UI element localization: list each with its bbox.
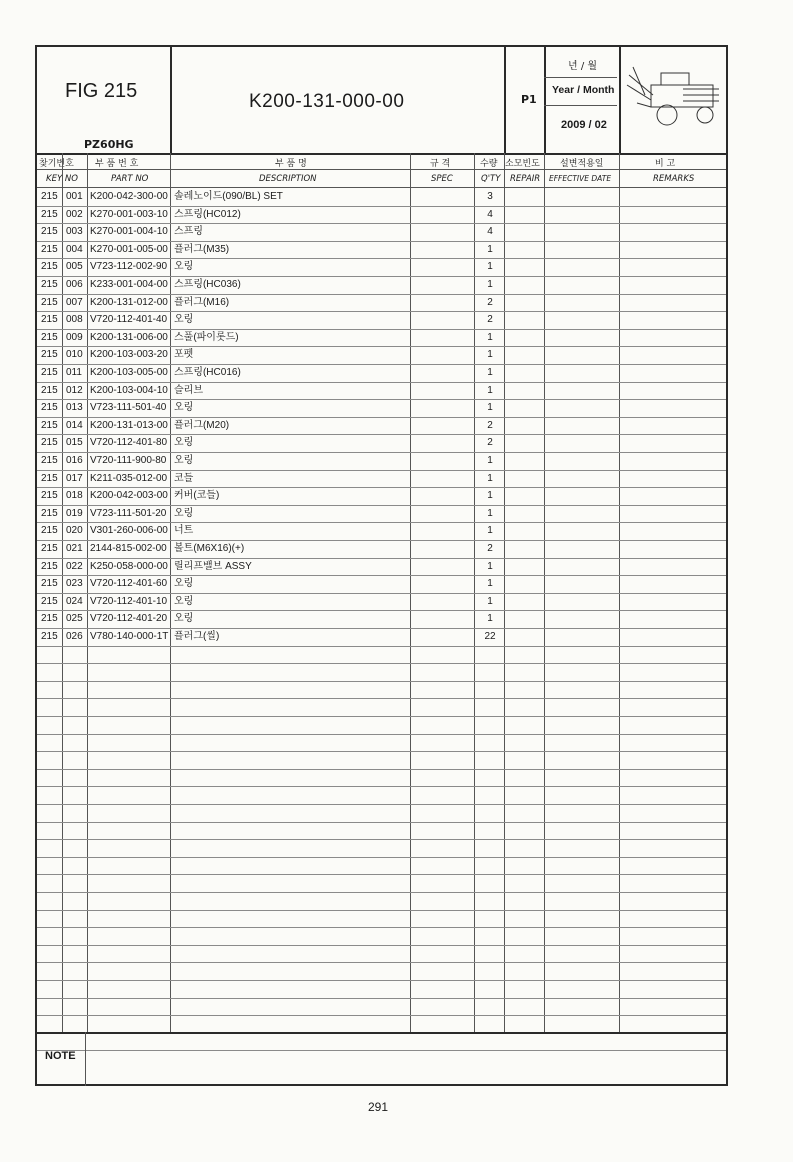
part-description: 커버(코들): [174, 490, 220, 502]
key-number: 010: [66, 349, 83, 361]
part-number: K200-042-003-00: [90, 490, 168, 502]
key-number: 019: [66, 507, 83, 519]
assembly-part-number: K200-131-000-00: [249, 91, 405, 112]
col-date-kr: 설변적용일: [560, 159, 604, 169]
part-number: K200-103-004-10: [90, 384, 168, 396]
part-number: K200-103-003-20: [90, 349, 168, 361]
divider: [170, 47, 172, 155]
part-description: 오링: [174, 402, 194, 414]
part-number: V720-111-900-80: [90, 455, 167, 466]
part-number: V723-111-501-20: [90, 507, 167, 519]
quantity: 1: [487, 525, 493, 537]
col-repair-kr: 소모빈도: [505, 159, 540, 169]
quantity: 1: [487, 455, 493, 466]
part-number: K270-001-005-00: [90, 243, 168, 255]
key-number: 001: [66, 191, 83, 202]
col-spec-kr: 규 격: [430, 159, 451, 169]
quantity: 4: [487, 208, 493, 220]
part-description: 오링: [174, 507, 194, 519]
table-row-divider: [37, 839, 726, 840]
fig-number: 215: [41, 455, 58, 466]
table-row-divider: [37, 910, 726, 911]
part-number: V720-112-401-10: [90, 595, 168, 607]
key-number: 005: [66, 261, 83, 273]
key-number: 022: [66, 560, 83, 572]
table-row-divider: [37, 1050, 726, 1051]
key-number: 018: [66, 490, 83, 502]
quantity: 1: [487, 578, 493, 590]
table-row-divider: [37, 786, 726, 787]
col-date: EFFECTIVE DATE: [549, 174, 612, 183]
table-row-divider: [37, 998, 726, 999]
key-number: 006: [66, 279, 83, 290]
table-row-divider: [37, 698, 726, 699]
fig-number: 215: [41, 595, 58, 607]
year-month-value: 2009 / 02: [561, 119, 607, 131]
table-row-divider: [37, 769, 726, 770]
note-label: NOTE: [45, 1050, 76, 1062]
table-row-divider: [37, 857, 726, 858]
key-number: 009: [66, 331, 83, 343]
divider: [544, 77, 617, 78]
quantity: 1: [487, 384, 493, 396]
table-row-divider: [37, 681, 726, 682]
fig-number: 215: [41, 331, 58, 343]
part-number: K200-131-012-00: [90, 296, 168, 308]
key-number: 013: [66, 402, 83, 414]
key-number: 024: [66, 595, 83, 607]
part-description: 솔레노이드(090/BL) SET: [174, 191, 283, 202]
divider: [619, 47, 621, 155]
part-number: V301-260-006-00: [90, 525, 168, 537]
fig-number: 215: [41, 296, 58, 308]
key-number: 026: [66, 631, 83, 642]
table-row-divider: [37, 663, 726, 664]
key-number: 014: [66, 419, 83, 431]
part-description: 오링: [174, 578, 194, 590]
col-part-kr: 부 품 번 호: [95, 159, 139, 169]
table-row-divider: [37, 716, 726, 717]
part-description: 플러그(씰): [174, 631, 220, 642]
quantity: 1: [487, 402, 493, 414]
quantity: 1: [487, 367, 493, 378]
key-number: 017: [66, 472, 83, 484]
divider: [37, 169, 726, 170]
table-row-divider: [37, 751, 726, 752]
col-key-kr: 찾기번호: [39, 159, 74, 169]
key-number: 002: [66, 208, 83, 220]
key-number: 007: [66, 296, 83, 308]
part-description: 스프링(HC016): [174, 367, 241, 378]
part-description: 스프링: [174, 226, 203, 238]
fig-number: 215: [41, 243, 58, 255]
part-number: K200-103-005-00: [90, 367, 168, 378]
model-name: PZ60HG: [84, 138, 134, 151]
fig-number: 215: [41, 384, 58, 396]
key-number: 021: [66, 543, 83, 554]
fig-number: 215: [41, 419, 58, 431]
part-number: V723-112-002-90: [90, 261, 168, 273]
fig-number: 215: [41, 314, 58, 326]
year-month-label-kr: 년 / 월: [568, 61, 598, 72]
machine-illustration: [623, 55, 726, 135]
quantity: 2: [487, 296, 493, 308]
fig-number: 215: [41, 191, 58, 202]
part-description: 스프링(HC036): [174, 279, 241, 290]
divider: [544, 105, 617, 106]
key-number: 003: [66, 226, 83, 238]
part-description: 오링: [174, 261, 194, 273]
page-number: 291: [368, 1100, 389, 1114]
key-number: 015: [66, 437, 83, 449]
quantity: 3: [487, 191, 493, 202]
quantity: 1: [487, 472, 493, 484]
part-description: 슬리브: [174, 384, 203, 396]
fig-number: 215: [41, 349, 58, 361]
fig-number: 215: [41, 279, 58, 290]
divider: [504, 47, 506, 155]
table-row-divider: [37, 874, 726, 875]
part-number: V720-112-401-20: [90, 613, 168, 625]
key-number: 025: [66, 613, 83, 625]
col-part: PART NO: [111, 174, 149, 184]
part-number: V720-112-401-80: [90, 437, 168, 449]
part-number: K200-131-006-00: [90, 331, 168, 343]
fig-number: 215: [41, 507, 58, 519]
fig-number: 215: [41, 578, 58, 590]
table-row-divider: [37, 892, 726, 893]
fig-number: 215: [41, 367, 58, 378]
divider: [37, 153, 726, 155]
divider: [85, 1032, 86, 1086]
table-row-divider: [37, 734, 726, 735]
part-number: 2144-815-002-00: [90, 543, 167, 554]
part-number: K270-001-004-10: [90, 226, 168, 238]
part-description: 스풀(파이롯드): [174, 331, 239, 343]
part-description: 오링: [174, 613, 194, 625]
quantity: 4: [487, 226, 493, 238]
part-number: V723-111-501-40: [90, 402, 167, 414]
part-number: K200-042-300-00: [90, 191, 168, 202]
table-row-divider: [37, 822, 726, 823]
col-remarks: REMARKS: [653, 174, 695, 184]
part-number: K211-035-012-00: [90, 472, 168, 484]
table-row-divider: [37, 945, 726, 946]
figure-label: FIG 215: [65, 80, 138, 102]
quantity: 1: [487, 613, 493, 625]
part-description: 오링: [174, 455, 194, 466]
part-description: 스프링(HC012): [174, 208, 241, 220]
fig-number: 215: [41, 261, 58, 273]
fig-number: 215: [41, 525, 58, 537]
part-description: 오링: [174, 595, 194, 607]
part-number: K270-001-003-10: [90, 208, 168, 220]
fig-number: 215: [41, 437, 58, 449]
divider: [544, 47, 546, 155]
quantity: 1: [487, 243, 493, 255]
key-number: 020: [66, 525, 83, 537]
table-row-divider: [37, 646, 726, 647]
fig-number: 215: [41, 543, 58, 554]
table-row-divider: [37, 804, 726, 805]
year-month-label: Year / Month: [552, 84, 615, 96]
part-number: V720-112-401-40: [90, 314, 168, 326]
page-code: P1: [521, 93, 537, 106]
divider: [37, 1032, 726, 1034]
key-number: 008: [66, 314, 83, 326]
part-number: V780-140-000-1T: [90, 631, 169, 642]
part-description: 너트: [174, 525, 194, 537]
part-description: 포펫: [174, 349, 194, 361]
part-description: 오링: [174, 437, 194, 449]
quantity: 1: [487, 279, 493, 290]
part-description: 플러그(M16): [174, 296, 230, 308]
fig-number: 215: [41, 402, 58, 414]
col-desc: DESCRIPTION: [259, 174, 317, 184]
quantity: 1: [487, 595, 493, 607]
quantity: 2: [487, 419, 493, 431]
part-number: K233-001-004-00: [90, 279, 168, 290]
col-key: KEY NO: [46, 174, 78, 184]
part-description: 플러그(M35): [174, 243, 230, 255]
col-desc-kr: 부 품 명: [275, 159, 307, 169]
part-number: K250-058-000-00: [90, 560, 168, 572]
quantity: 1: [487, 560, 493, 572]
part-number: V720-112-401-60: [90, 578, 168, 590]
quantity: 1: [487, 507, 493, 519]
part-description: 릴리프밸브 ASSY: [174, 560, 252, 572]
key-number: 012: [66, 384, 83, 396]
table-row-divider: [37, 1015, 726, 1016]
key-number: 011: [66, 367, 82, 378]
quantity: 22: [484, 631, 496, 642]
quantity: 1: [487, 331, 493, 343]
col-spec: SPEC: [431, 174, 453, 184]
fig-number: 215: [41, 472, 58, 484]
part-description: 코들: [174, 472, 194, 484]
fig-number: 215: [41, 208, 58, 220]
fig-number: 215: [41, 613, 58, 625]
table-row-divider: [37, 927, 726, 928]
part-description: 볼트(M6X16)(+): [174, 543, 245, 554]
key-number: 016: [66, 455, 83, 466]
part-number: K200-131-013-00: [90, 419, 168, 431]
fig-number: 215: [41, 226, 58, 238]
table-row-divider: [37, 962, 726, 963]
key-number: 023: [66, 578, 83, 590]
col-qty: Q'TY: [481, 174, 501, 184]
col-repair: REPAIR: [510, 174, 541, 184]
fig-number: 215: [41, 560, 58, 572]
part-description: 오링: [174, 314, 194, 326]
col-remarks-kr: 비 고: [655, 159, 676, 169]
quantity: 2: [487, 437, 493, 449]
fig-number: 215: [41, 490, 58, 502]
key-number: 004: [66, 243, 83, 255]
quantity: 1: [487, 261, 493, 273]
quantity: 2: [487, 543, 493, 554]
quantity: 2: [487, 314, 493, 326]
quantity: 1: [487, 490, 493, 502]
col-qty-kr: 수량: [480, 159, 498, 169]
table-row-divider: [37, 980, 726, 981]
fig-number: 215: [41, 631, 58, 642]
quantity: 1: [487, 349, 493, 361]
part-description: 플러그(M20): [174, 419, 230, 431]
parts-list-sheet: [35, 45, 728, 1086]
